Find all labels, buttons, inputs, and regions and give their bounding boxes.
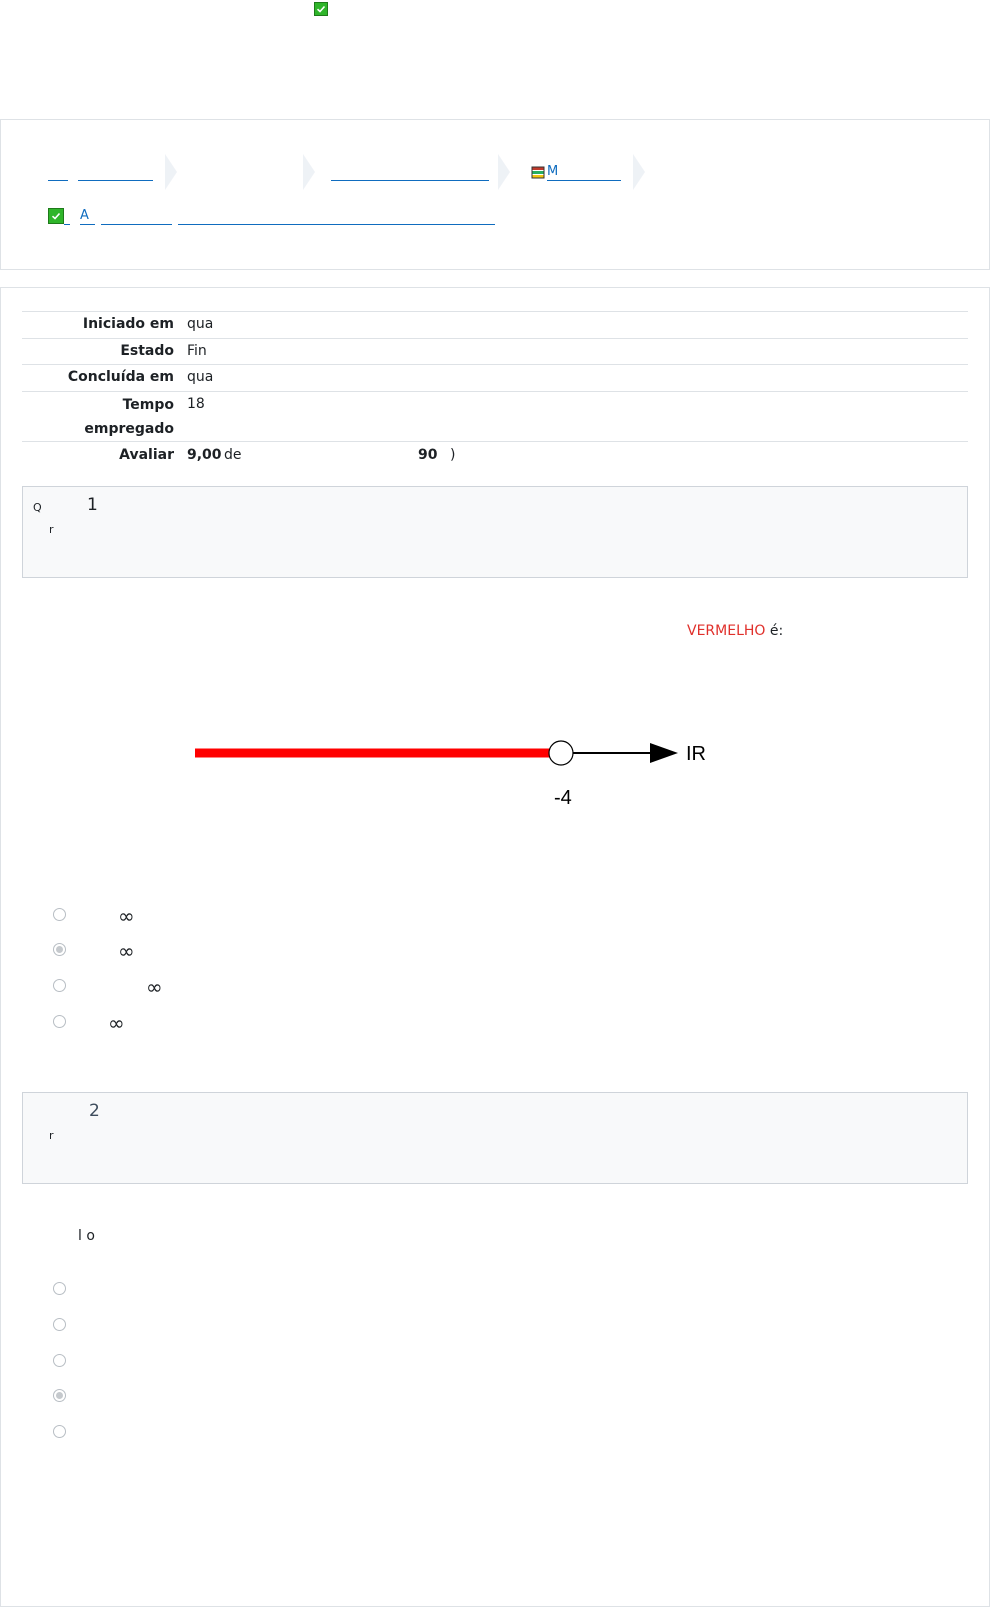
grade-value: 9,00	[187, 447, 222, 463]
radio-option-b[interactable]	[53, 943, 66, 956]
radio-option-e[interactable]	[53, 1425, 66, 1438]
summary-row	[22, 311, 968, 338]
breadcrumb-card	[0, 119, 990, 270]
question-1-info	[22, 486, 968, 578]
point-label: -4	[554, 787, 572, 809]
question-status: r	[49, 523, 54, 536]
checkbox-icon	[314, 2, 328, 16]
summary-value: qua	[187, 369, 214, 385]
summary-value: Fin	[187, 343, 207, 359]
grade-paren: )	[450, 447, 456, 463]
checkbox-icon	[48, 208, 64, 224]
summary-label: Concluída em	[67, 369, 174, 385]
breadcrumb-separator-icon	[303, 154, 315, 190]
radio-option-a[interactable]	[53, 908, 66, 921]
summary-label: Iniciado em	[82, 316, 174, 332]
number-line-figure	[180, 725, 740, 815]
question-number: 2	[89, 1101, 100, 1121]
quiz-review-card	[0, 287, 990, 1607]
summary-value: qua	[187, 316, 214, 332]
summary-row	[22, 338, 968, 365]
question-2-info	[22, 1092, 968, 1184]
link-underline	[64, 224, 70, 225]
axis-arrow-icon	[650, 743, 678, 763]
breadcrumb-separator-icon	[165, 154, 177, 190]
breadcrumb-separator-icon	[498, 154, 510, 190]
breadcrumb-item-3[interactable]	[331, 164, 489, 181]
activity-link-rest[interactable]	[101, 208, 172, 225]
radio-option-d[interactable]	[53, 1015, 66, 1028]
question-2-text: l o	[78, 1228, 95, 1244]
open-point	[549, 741, 573, 765]
question-prefix: Q	[33, 501, 42, 514]
book-icon	[531, 165, 545, 179]
question-text: é:	[765, 623, 784, 639]
summary-value: 18	[187, 396, 205, 412]
option-b-symbol: ∞	[118, 939, 135, 963]
option-d-symbol: ∞	[108, 1011, 125, 1035]
axis-label: IR	[686, 743, 706, 765]
radio-option-c[interactable]	[53, 1354, 66, 1367]
question-1-text	[687, 622, 783, 640]
summary-label: Tempo empregado	[84, 397, 174, 437]
radio-option-c[interactable]	[53, 979, 66, 992]
activity-link[interactable]: A	[80, 208, 95, 225]
grade-max: 90	[418, 447, 438, 463]
summary-row-grade	[22, 441, 968, 470]
option-c-symbol: ∞	[146, 975, 163, 999]
option-a-symbol: ∞	[118, 904, 135, 928]
summary-label: Estado	[120, 343, 174, 359]
summary-row	[22, 364, 968, 391]
breadcrumb-item-module[interactable]: M	[547, 164, 621, 181]
breadcrumb-separator-icon	[633, 154, 645, 190]
question-status: r	[49, 1129, 54, 1142]
summary-row	[22, 391, 968, 442]
highlight-word: VERMELHO	[687, 623, 766, 639]
breadcrumb-item-2[interactable]	[78, 164, 153, 181]
summary-label: Avaliar	[119, 447, 174, 463]
question-number: 1	[87, 495, 98, 515]
grade-of: de	[224, 447, 242, 463]
activity-link-title[interactable]	[178, 208, 495, 225]
radio-option-a[interactable]	[53, 1282, 66, 1295]
radio-option-b[interactable]	[53, 1318, 66, 1331]
radio-option-d[interactable]	[53, 1389, 66, 1402]
breadcrumb-item-1[interactable]	[48, 164, 68, 181]
